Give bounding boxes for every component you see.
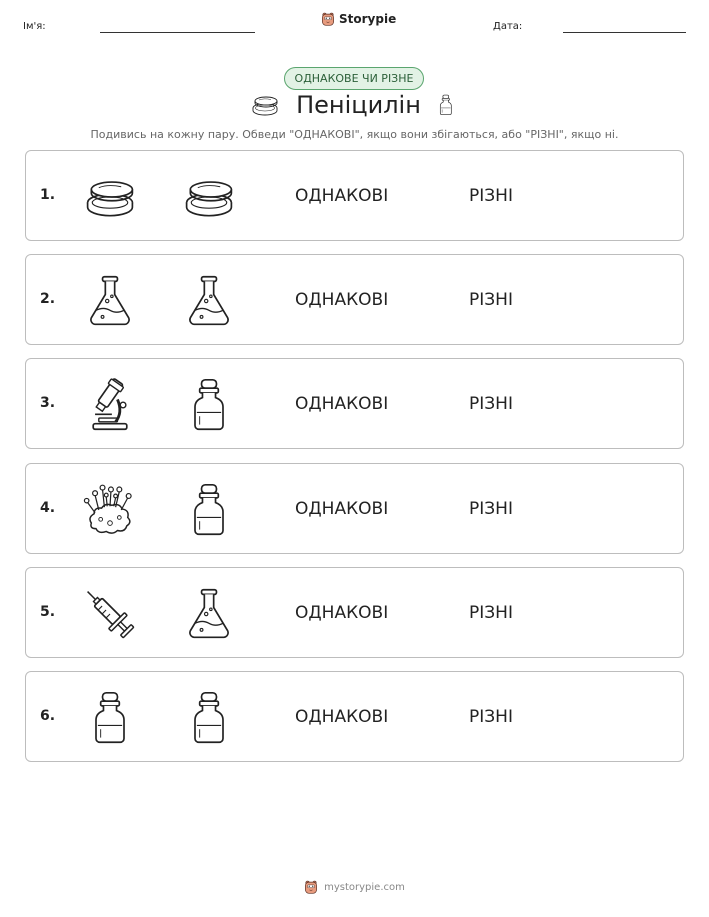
- different-option[interactable]: РІЗНІ: [469, 499, 513, 519]
- petri-dish-icon: [181, 169, 237, 225]
- same-option[interactable]: ОДНАКОВІ: [295, 603, 389, 623]
- same-option[interactable]: ОДНАКОВІ: [295, 707, 389, 727]
- vial-icon: [181, 377, 237, 433]
- petri-dish-icon: [250, 90, 280, 120]
- name-line[interactable]: [100, 32, 255, 33]
- vial-icon: [181, 690, 237, 746]
- question-row: [25, 254, 684, 345]
- footer: [0, 880, 709, 894]
- page-title: Пеніцилін: [296, 91, 421, 119]
- name-label: Ім'я:: [23, 21, 46, 32]
- different-option[interactable]: РІЗНІ: [469, 603, 513, 623]
- same-option[interactable]: ОДНАКОВІ: [295, 186, 389, 206]
- question-number: 4.: [40, 500, 56, 516]
- storypie-logo-icon: [321, 12, 335, 26]
- question-row: [25, 671, 684, 762]
- question-number: 5.: [40, 604, 56, 620]
- syringe-icon: [82, 586, 138, 642]
- instructions: Подивись на кожну пару. Обведи "ОДНАКОВІ", якщо вони збігаються, або "РІЗНІ", якщо ні.: [90, 128, 619, 141]
- question-row: [25, 358, 684, 449]
- vial-icon: [181, 482, 237, 538]
- question-row: [25, 150, 684, 241]
- question-row: [25, 567, 684, 658]
- title-row: [0, 90, 709, 120]
- vial-icon: [82, 690, 138, 746]
- date-label: Дата:: [493, 21, 523, 32]
- activity-badge: ОДНАКОВЕ ЧИ РІЗНЕ: [284, 67, 424, 90]
- microscope-icon: [82, 377, 138, 433]
- flask-icon: [82, 273, 138, 329]
- date-line[interactable]: [563, 32, 686, 33]
- storypie-logo-icon: [304, 880, 318, 894]
- different-option[interactable]: РІЗНІ: [469, 394, 513, 414]
- question-row: [25, 463, 684, 554]
- brand-logo: [321, 12, 396, 26]
- different-option[interactable]: РІЗНІ: [469, 186, 513, 206]
- same-option[interactable]: ОДНАКОВІ: [295, 394, 389, 414]
- question-number: 3.: [40, 395, 56, 411]
- question-number: 1.: [40, 187, 56, 203]
- same-option[interactable]: ОДНАКОВІ: [295, 499, 389, 519]
- different-option[interactable]: РІЗНІ: [469, 707, 513, 727]
- brand-name: Storypie: [339, 12, 397, 26]
- flask-icon: [181, 586, 237, 642]
- same-option[interactable]: ОДНАКОВІ: [295, 290, 389, 310]
- mold-icon: [82, 482, 138, 538]
- petri-dish-icon: [82, 169, 138, 225]
- flask-icon: [181, 273, 237, 329]
- question-number: 2.: [40, 291, 56, 307]
- question-number: 6.: [40, 708, 56, 724]
- footer-site: mystorypie.com: [324, 881, 405, 893]
- different-option[interactable]: РІЗНІ: [469, 290, 513, 310]
- vial-icon: [437, 90, 459, 120]
